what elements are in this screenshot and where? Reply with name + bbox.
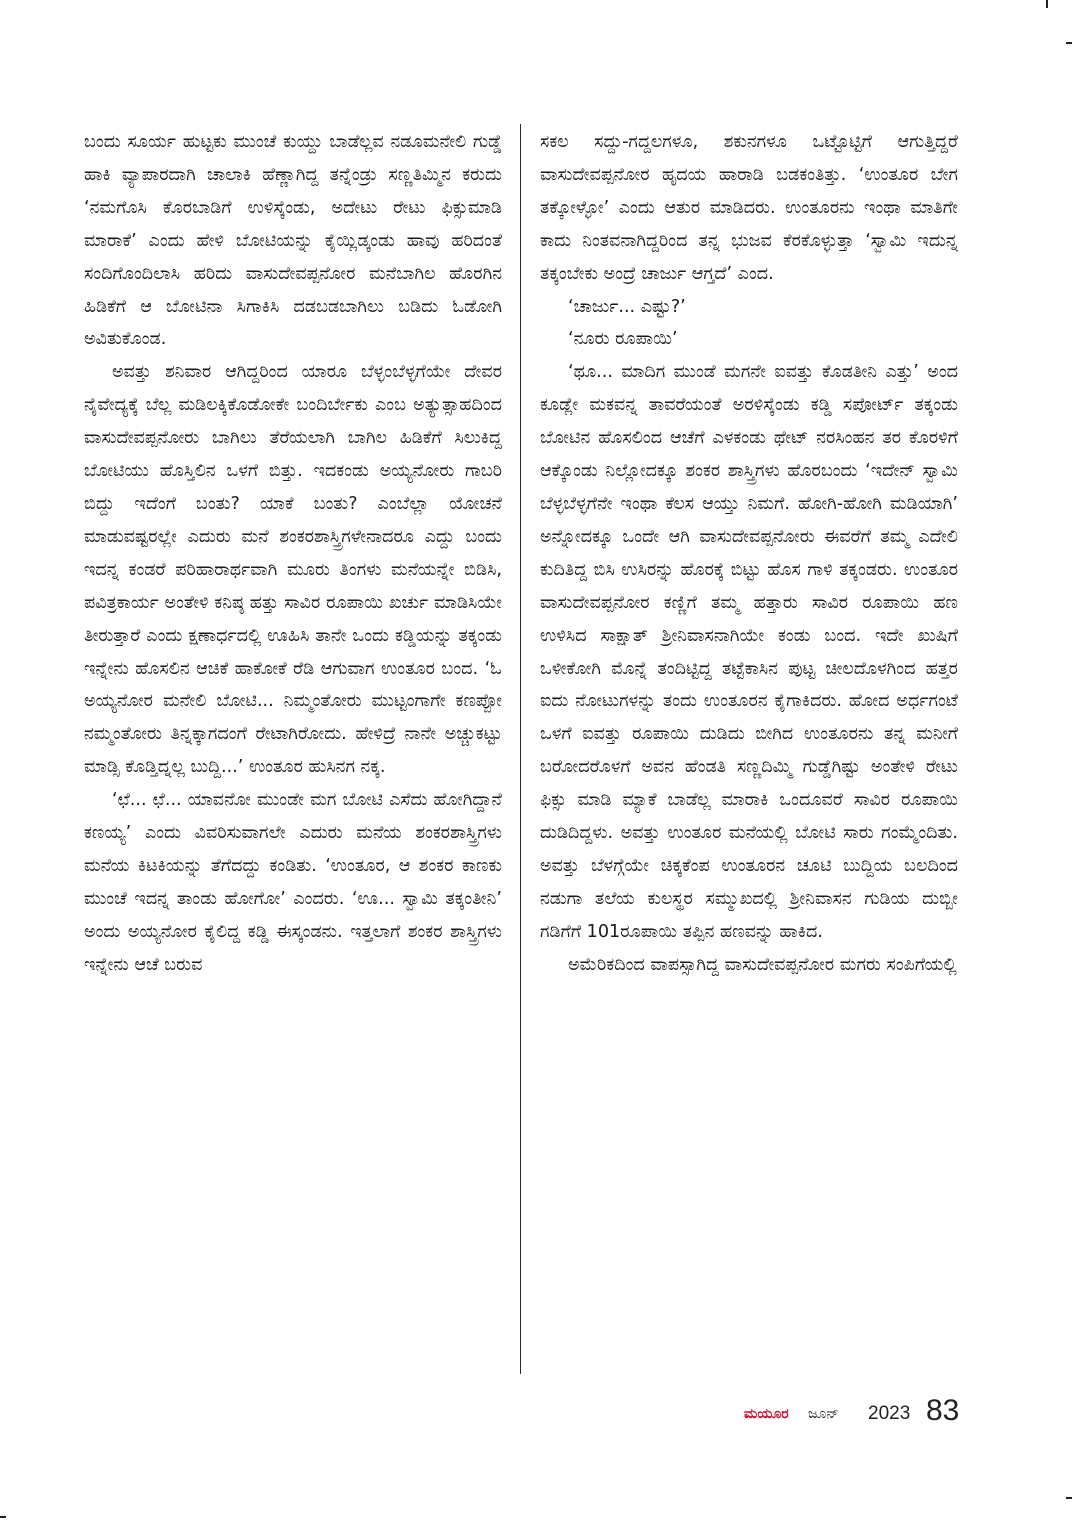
paragraph: ಅಮೆರಿಕದಿಂದ ವಾಪಸ್ಸಾಗಿದ್ದ ವಾಸುದೇವಪ್ಪನೋರ ಮಗರು ಸಂಪಿಗೆಯಲ್ಲಿ [568,954,957,975]
left-text-column [84,126,502,982]
column-divider [520,124,521,1374]
paragraph: ‘ಚಾರ್ಜು... ಎಷ್ಟು?’ [568,296,686,317]
crop-mark-right-lower [1066,1497,1072,1499]
crop-mark-right-upper [1066,42,1072,44]
issue-month: ಜೂನ್ [808,1406,839,1422]
paragraph: ‘ನೂರು ರೂಪಾಯಿ’ [568,329,678,350]
paragraph: ಬಂದು ಸೂರ್ಯ ಹುಟ್ಟಕು ಮುಂಚೆ ಕುಯ್ದು ಬಾಡೆಲ್ಲವ ನಡೂಮನೇಲಿ ಗುಡ್ಡೆ ಹಾಕಿ ವ್ಯಾಪಾರದಾಗಿ ಚಾಲಾಕಿ ಹೆಣ್ಣಾಗಿದ್ದ ತನ್ನೆಂಡ್ರು ಸಣ್ಣತಿಮ್ಮಿನ ಕರುದು ‘ನಮಗೊಸಿ ಕೊರಬಾಡಿಗೆ ಉಳಿಸ್ಕೆಂಡು, ಅದೇಟು ರೇಟು ಫಿಕ್ಸುಮಾಡಿ ಮಾರಾಕೆ’ ಎಂದು ಹೇಳಿ ಬೋಟಿಯನ್ನು ಕೈಯ್ಲಿಡ್ಕಂಡು ಹಾವು ಹರಿದಂತೆ ಸಂದಿಗೊಂದಿಲಾಸಿ ಹರಿದು ವಾಸುದೇವಪ್ಪನೋರ ಮನೆಬಾಗಿಲ ಹೊರಗಿನ ಹಿಡಿಕೆಗೆ ಆ ಬೋಟಿನಾ ಸಿಗಾಕಿಸಿ ದಡಬಡಬಾಗಿಲು ಬಡಿದು ಓಡೋಗಿ ಅವಿತುಕೊಂಡ. [84,132,502,350]
right-text-column [540,126,958,982]
magazine-name: ಮಯೂರ [744,1406,789,1422]
paragraph: ಅವತ್ತು ಶನಿವಾರ ಆಗಿದ್ದರಿಂದ ಯಾರೂ ಬೆಳ್ಳಂಬೆಳ್ಳಗೆಯೇ ದೇವರ ನೈವೇದ್ಯಕ್ಕೆ ಬೆಲ್ಲ ಮಡಿಲಕ್ಕಿಕೊಡೋಕೇ ಬಂದಿರ್ಬೇಕು ಎಂಬ ಅತ್ಯುತ್ಸಾಹದಿಂದ ವಾಸುದೇವಪ್ಪನೋರು ಬಾಗಿಲು ತೆರೆಯಲಾಗಿ ಬಾಗಿಲ ಹಿಡಿಕೆಗೆ ಸಿಲುಕಿದ್ದ ಬೋಟಿಯು ಹೊಸ್ತಿಲಿನ ಒಳಗೆ ಬಿತ್ತು. ಇದಕಂಡು ಅಯ್ಯನೋರು ಗಾಬರಿ ಬಿದ್ದು ಇದೆಂಗೆ ಬಂತು? ಯಾಕೆ ಬಂತು? ಎಂಬೆಲ್ಲಾ ಯೋಚನೆ ಮಾಡುವಷ್ಟರಲ್ಲೇ ಎದುರು ಮನೆ ಶಂಕರಶಾಸ್ತ್ರಿಗಳೇನಾದರೂ ಎದ್ದು ಬಂದು ಇದನ್ನ ಕಂಡರೆ ಪರಿಹಾರಾರ್ಥವಾಗಿ ಮೂರು ತಿಂಗಳು ಮನೆಯನ್ನೇ ಬಿಡಿಸಿ, ಪವಿತ್ರಕಾರ್ಯ ಅಂತೇಳಿ ಕನಿಷ್ಠ ಹತ್ತು ಸಾವಿರ ರೂಪಾಯಿ ಖರ್ಚು ಮಾಡಿಸಿಯೇ ತೀರುತ್ತಾರೆ ಎಂದು ಕ್ಷಣಾರ್ಧದಲ್ಲಿ ಊಹಿಸಿ ತಾನೇ ಒಂದು ಕಡ್ಡಿಯನ್ನು ತಕ್ಕಂಡು ಇನ್ನೇನು ಹೊಸಲಿನ ಆಚಿಕೆ ಹಾಕೋಕೆ ರೆಡಿ ಆಗುವಾಗ ಉಂತೂರ ಬಂದ. ‘ಓ ಅಯ್ಯನೋರ ಮನೇಲಿ ಬೋಟಿ... ನಿಮ್ಮಂತೋರು ಮುಟ್ಟಂಗಾಗೇ ಕಣಪ್ಪೋ ನಮ್ಮಂತೋರು ತಿನ್ನಕ್ಕಾಗದಂಗೆ ರೇಟಾಗಿರೋದು. ಹೇಳಿದ್ರೆ ನಾನೇ ಅಚ್ಚುಕಟ್ಟು ಮಾಡ್ಸಿ ಕೊಡ್ತಿದ್ನಲ್ಲ ಬುದ್ದಿ...’ ಉಂತೂರ ಹುಸಿನಗ ನಕ್ಕ. [84,362,502,778]
paragraph: ಸಕಲ ಸದ್ದು-ಗದ್ದಲಗಳೂ, ಶಕುನಗಳೂ ಒಟ್ಟೊಟ್ಟಿಗೆ ಆಗುತ್ತಿದ್ದರೆ ವಾಸುದೇವಪ್ಪನೋರ ಹೃದಯ ಹಾರಾಡಿ ಬಡಕಂತಿತ್ತು. ‘ಉಂತೂರ ಬೇಗ ತಕ್ಕೋಳ್ಳೋ’ ಎಂದು ಆತುರ ಮಾಡಿದರು. ಉಂತೂರನು ಇಂಥಾ ಮಾತಿಗೇ ಕಾದು ನಿಂತವನಾಗಿದ್ದರಿಂದ ತನ್ನ ಭುಜವ ಕೆರಕೊಳ್ಳುತ್ತಾ ‘ಸ್ವಾಮಿ ಇದುನ್ನ ತಕ್ಕಂಬೇಕು ಅಂದ್ರೆ ಚಾರ್ಜು ಆಗ್ತದೆ’ ಎಂದ. [540,132,958,284]
paragraph: ‘ಛೆ... ಛೆ... ಯಾವನೋ ಮುಂಡೇ ಮಗ ಬೋಟಿ ಎಸೆದು ಹೋಗಿದ್ದಾನೆ ಕಣಯ್ಯ’ ಎಂದು ವಿವರಿಸುವಾಗಲೇ ಎದುರು ಮನೆಯ ಶಂಕರಶಾಸ್ತ್ರಿಗಳು ಮನೆಯ ಕಿಟಕಿಯನ್ನು ತೆಗೆದದ್ದು ಕಂಡಿತು. ‘ಉಂತೂರ, ಆ ಶಂಕರ ಕಾಣಕು ಮುಂಚೆ ಇದನ್ನ ತಾಂಡು ಹೋಗೋ’ ಎಂದರು. ‘ಊ... ಸ್ವಾಮಿ ತಕ್ಕಂತೀನಿ’ ಅಂದು ಅಯ್ಯನೋರ ಕೈಲಿದ್ದ ಕಡ್ಡಿ ಈಸ್ಕಂಡನು. ಇತ್ತಲಾಗೆ ಶಂಕರ ಶಾಸ್ತ್ರಿಗಳು ಇನ್ನೇನು ಆಚೆ ಬರುವ [84,790,502,975]
issue-year: 2023 [868,1403,911,1424]
page-footer [740,1392,970,1432]
crop-mark-bottom-left [0,1516,6,1518]
paragraph: ‘ಥೂ... ಮಾದಿಗ ಮುಂಡೆ ಮಗನೇ ಐವತ್ತು ಕೊಡತೀನಿ ಎತ್ತು’ ಅಂದ ಕೂಡ್ಲೇ ಮಕವನ್ನ ತಾವರೆಯಂತೆ ಅರಳಿಸ್ಕೆಂಡು ಕಡ್ಡಿ ಸಪೋರ್ಟ್ ತಕ್ಕಂಡು ಬೋಟಿನ ಹೊಸಲಿಂದ ಆಚೆಗೆ ಎಳಕಂಡು ಥೇಟ್ ನರಸಿಂಹನ ತರ ಕೊರಳಿಗೆ ಆಕ್ಕೊಂಡು ನಿಲ್ಲೋದಕ್ಕೂ ಶಂಕರ ಶಾಸ್ತ್ರಿಗಳು ಹೊರಬಂದು ‘ಇದೇನ್ ಸ್ವಾಮಿ ಬೆಳ್ಳಬೆಳ್ಳಗೆನೇ ಇಂಥಾ ಕೆಲಸ ಆಯ್ತು ನಿಮಗೆ. ಹೋಗಿ-ಹೋಗಿ ಮಡಿಯಾಗಿ’ ಅನ್ನೋದಕ್ಕೂ ಒಂದೇ ಆಗಿ ವಾಸುದೇವಪ್ಪನೋರು ಈವರೆಗೆ ತಮ್ಮ ಎದೇಲಿ ಕುದಿತಿದ್ದ ಬಿಸಿ ಉಸಿರನ್ನು ಹೊರಕ್ಕೆ ಬಿಟ್ಟು ಹೊಸ ಗಾಳಿ ತಕ್ಕಂಡರು. ಉಂತೂರ ವಾಸುದೇವಪ್ಪನೋರ ಕಣ್ಣಿಗೆ ತಮ್ಮ ಹತ್ತಾರು ಸಾವಿರ ರೂಪಾಯಿ ಹಣ ಉಳಿಸಿದ ಸಾಕ್ಷಾತ್ ಶ್ರೀನಿವಾಸನಾಗಿಯೇ ಕಂಡು ಬಂದ. ಇದೇ ಖುಷಿಗೆ ಒಳೀಕೋಗಿ ಮೊನ್ನೆ ತಂದಿಟ್ಟಿದ್ದ ತಟ್ಟೆಕಾಸಿನ ಪುಟ್ಟ ಚೀಲದೊಳಗಿಂದ ಹತ್ತರ ಐದು ನೋಟುಗಳನ್ನು ತಂದು ಉಂತೂರನ ಕೈಗಾಕಿದರು. ಹೋದ ಅರ್ಧಗಂಟೆ ಒಳಗೆ ಐವತ್ತು ರೂಪಾಯಿ ದುಡಿದು ಬೀಗಿದ ಉಂತೂರನು ತನ್ನ ಮನೀಗೆ ಬರೋದರೊಳಗೆ ಅವನ ಹೆಂಡತಿ ಸಣ್ಣದಿಮ್ಮಿ ಗುಡ್ಡೆಗಿಷ್ಟು ಅಂತೇಳಿ ರೇಟು ಫಿಕ್ಸು ಮಾಡಿ ಮ್ಯಾಕೆ ಬಾಡೆಲ್ಲ ಮಾರಾಕಿ ಒಂದೂವರೆ ಸಾವಿರ ರೂಪಾಯಿ ದುಡಿದಿದ್ದಳು. ಅವತ್ತು ಉಂತೂರ ಮನೆಯಲ್ಲಿ ಬೋಟಿ ಸಾರು ಗಂಮ್ಮೆಂದಿತು. ಅವತ್ತು ಬೆಳಗ್ಗೆಯೇ ಚಿಕ್ಕಕೆಂಪ ಉಂತೂರನ ಚೂಟಿ ಬುದ್ದಿಯ ಬಲದಿಂದ ನಡುಗಾ ತಲೆಯ ಕುಲಸ್ಥರ ಸಮ್ಮುಖದಲ್ಲಿ ಶ್ರೀನಿವಾಸನ ಗುಡಿಯ ದುಬ್ಬೀ ಗಡಿಗೆಗೆ 101ರೂಪಾಯಿ ತಪ್ಪಿನ ಹಣವನ್ನು ಹಾಕಿದ. [540,362,958,942]
crop-mark-top-right [1046,0,1048,8]
page-number: 83 [926,1394,960,1427]
